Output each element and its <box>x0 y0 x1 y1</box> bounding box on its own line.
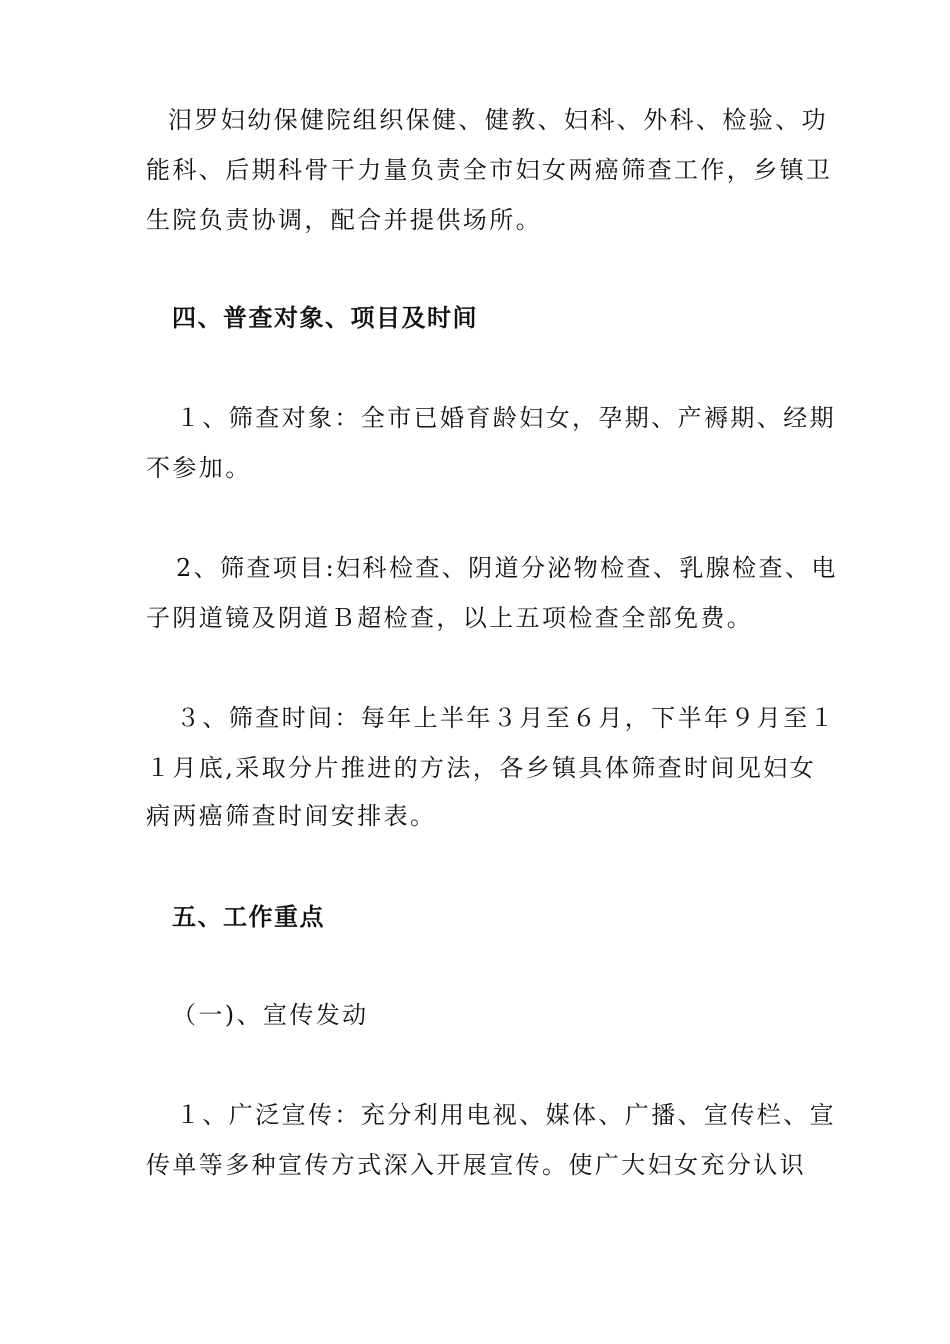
intro-line-1: 汨罗妇幼保健院组织保健、健教、妇科、外科、检验、功 <box>168 106 828 134</box>
item-1-line-1: １、筛查对象：全市已婚育龄妇女，孕期、产褥期、经期 <box>176 404 836 432</box>
sub-item-1-line-1: １、广泛宣传：充分利用电视、媒体、广播、宣传栏、宣 <box>176 1101 836 1129</box>
subsection-1-heading: （一)、宣传发动 <box>172 1001 369 1029</box>
intro-line-3: 生院负责协调，配合并提供场所。 <box>146 206 542 234</box>
item-3-line-1: ３、筛查时间：每年上半年３月至６月，下半年９月至１ <box>176 704 836 732</box>
item-3-line-3: 病两癌筛查时间安排表。 <box>146 802 437 830</box>
item-1-line-2: 不参加。 <box>146 454 252 482</box>
item-3-line-2: １月底,采取分片推进的方法，各乡镇具体筛查时间见妇女 <box>146 754 817 782</box>
item-2-line-2: 子阴道镜及阴道Ｂ超检查，以上五项检查全部免费。 <box>146 604 754 632</box>
sub-item-1-line-2: 传单等多种宣传方式深入开展宣传。使广大妇女充分认识 <box>146 1151 806 1179</box>
section-4-heading: 四、普查对象、项目及时间 <box>172 304 478 332</box>
intro-line-2: 能科、后期科骨干力量负责全市妇女两癌筛查工作，乡镇卫 <box>146 156 833 184</box>
section-5-heading: 五、工作重点 <box>172 903 325 931</box>
item-2-line-1: 2、筛查项目:妇科检查、阴道分泌物检查、乳腺检查、电 <box>176 554 838 582</box>
